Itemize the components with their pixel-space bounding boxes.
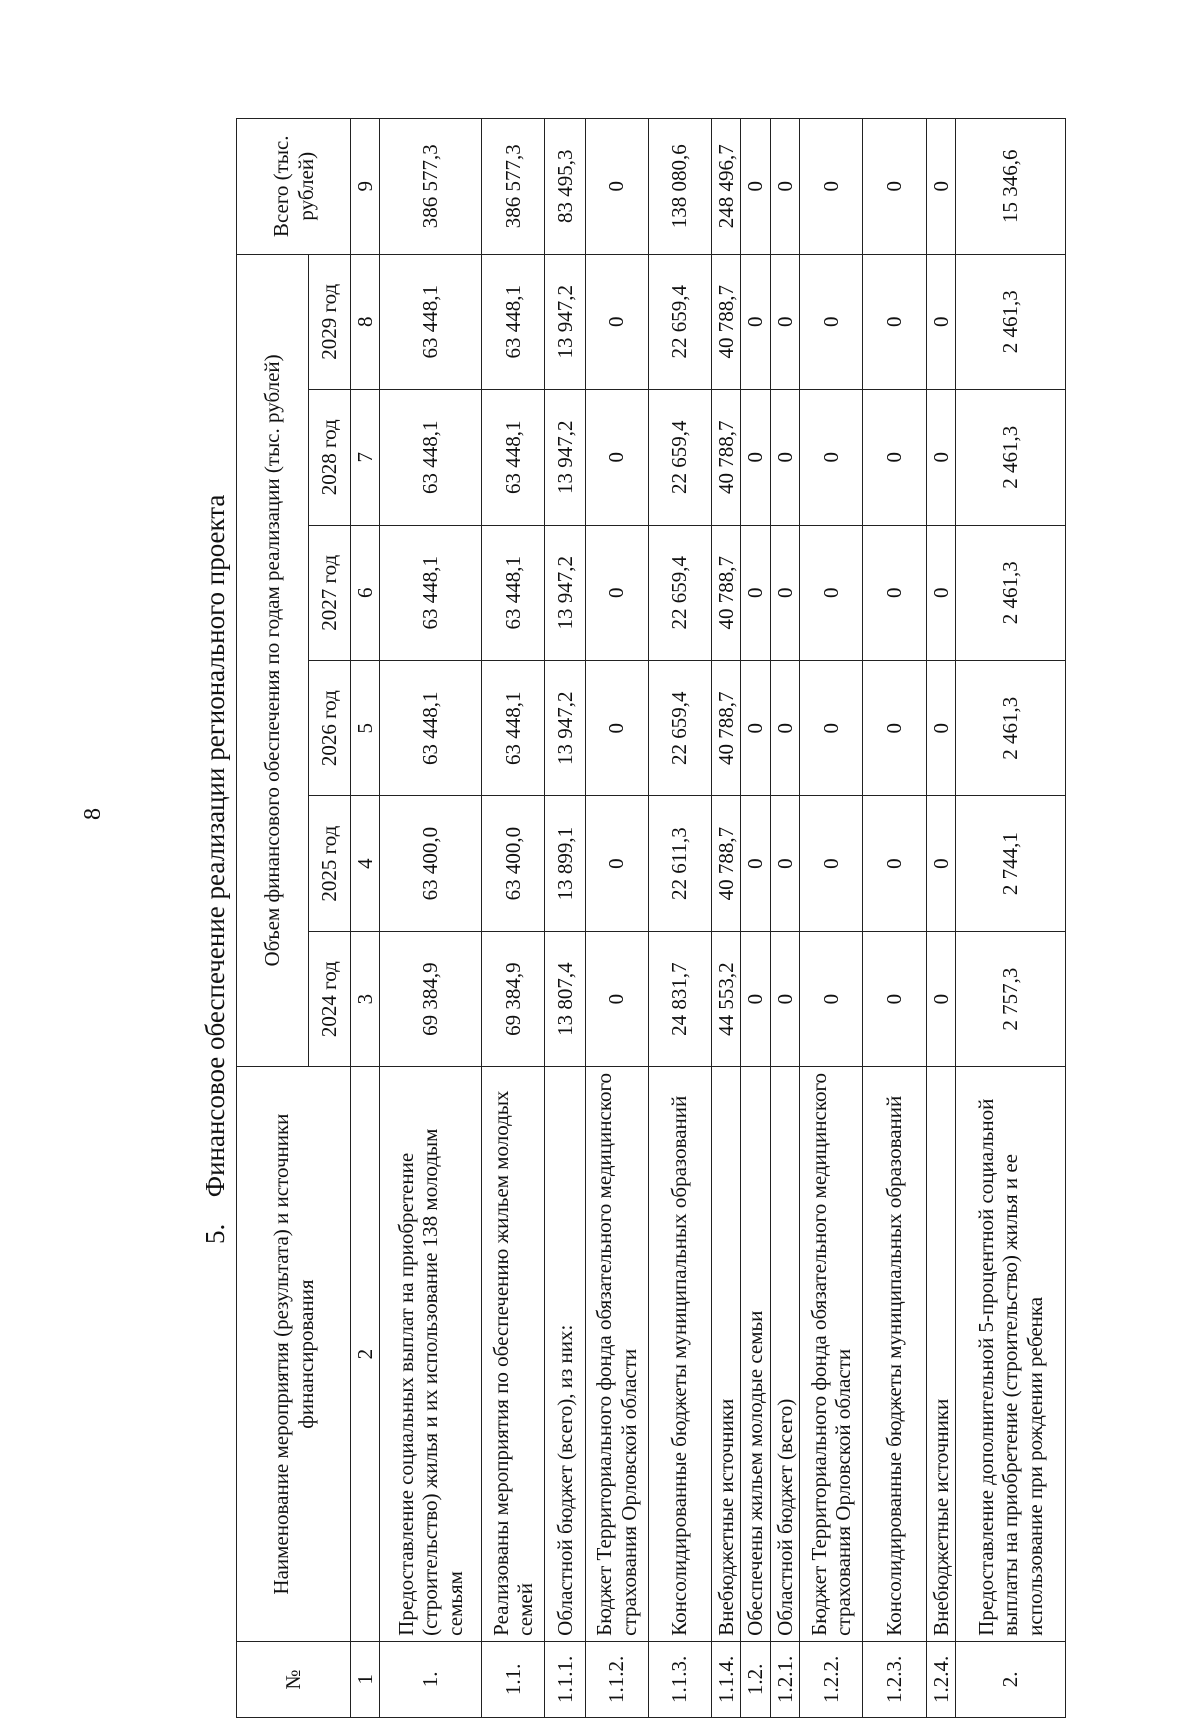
row-value: 0: [585, 254, 648, 390]
row-value: 2 461,3: [956, 390, 1066, 525]
row-value: 40 788,7: [711, 660, 741, 795]
row-value: 22 611,3: [648, 796, 711, 931]
row-value: 0: [926, 796, 956, 931]
table-row: [481, 119, 544, 1718]
row-value: 0: [585, 931, 648, 1066]
row-total: 0: [585, 119, 648, 255]
row-total: 0: [800, 119, 863, 255]
row-value: 22 659,4: [648, 525, 711, 660]
row-number: 1.2.3.: [863, 1641, 926, 1717]
table-row: [770, 119, 800, 1718]
table-row: [544, 119, 585, 1718]
row-name: Бюджет Территориального фонда обязательного медицинского страхования Орловской области: [800, 1067, 863, 1641]
row-name: Консолидированные бюджеты муниципальных образований: [648, 1067, 711, 1641]
row-total: 386 577,3: [380, 119, 482, 255]
table-row: [585, 119, 648, 1718]
row-value: 0: [926, 660, 956, 795]
row-total: 0: [926, 119, 956, 255]
column-number: 2: [351, 1067, 380, 1641]
row-number: 1.1.2.: [585, 1641, 648, 1717]
row-value: 63 448,1: [481, 390, 544, 525]
row-value: 0: [800, 254, 863, 390]
header-year: 2028 год: [309, 390, 351, 525]
column-number: 3: [351, 931, 380, 1066]
row-value: 2 461,3: [956, 660, 1066, 795]
section-number: 5.: [200, 1223, 230, 1244]
row-value: 0: [585, 796, 648, 931]
row-value: 0: [863, 525, 926, 660]
header-volume: Объем финансового обеспечения по годам реализации (тыс. рублей): [237, 254, 309, 1067]
header-year: 2025 год: [309, 796, 351, 931]
row-number: 1.2.: [741, 1641, 771, 1717]
row-value: 0: [741, 254, 771, 390]
row-value: 63 448,1: [481, 525, 544, 660]
row-value: 0: [926, 254, 956, 390]
row-number: 1.1.: [481, 1641, 544, 1717]
row-value: 63 448,1: [380, 390, 482, 525]
row-value: 0: [800, 931, 863, 1066]
row-name: Консолидированные бюджеты муниципальных образований: [863, 1067, 926, 1641]
row-value: 40 788,7: [711, 390, 741, 525]
table-row: [711, 119, 741, 1718]
row-value: 63 448,1: [481, 254, 544, 390]
financing-table: [236, 118, 1066, 1718]
header-name: Наименование мероприятия (результата) и источники финансирования: [237, 1067, 351, 1641]
row-value: 63 448,1: [380, 525, 482, 660]
column-number: 8: [351, 254, 380, 390]
table-row: [956, 119, 1066, 1718]
table-row: [800, 119, 863, 1718]
row-name: Реализованы мероприятия по обеспечению жильем молодых семей: [481, 1067, 544, 1641]
row-value: 69 384,9: [481, 931, 544, 1066]
row-value: 0: [741, 931, 771, 1066]
row-value: 0: [863, 660, 926, 795]
row-value: 0: [741, 660, 771, 795]
table-row: [741, 119, 771, 1718]
header-year: 2024 год: [309, 931, 351, 1066]
header-year: 2027 год: [309, 525, 351, 660]
row-value: 13 807,4: [544, 931, 585, 1066]
row-value: 13 947,2: [544, 525, 585, 660]
row-number: 1.1.4.: [711, 1641, 741, 1717]
row-total: 0: [741, 119, 771, 255]
row-total: 386 577,3: [481, 119, 544, 255]
row-total: 248 496,7: [711, 119, 741, 255]
row-name: Областной бюджет (всего): [770, 1067, 800, 1641]
section-heading: [200, 244, 231, 1244]
row-value: 13 947,2: [544, 390, 585, 525]
row-value: 13 947,2: [544, 254, 585, 390]
row-value: 0: [770, 931, 800, 1066]
column-number: 7: [351, 390, 380, 525]
row-name: Областной бюджет (всего), из них:: [544, 1067, 585, 1641]
row-value: 0: [863, 931, 926, 1066]
row-value: 0: [741, 796, 771, 931]
column-number: 9: [351, 119, 380, 255]
row-total: 0: [863, 119, 926, 255]
row-value: 0: [863, 390, 926, 525]
row-number: 1.2.4.: [926, 1641, 956, 1717]
row-value: 40 788,7: [711, 796, 741, 931]
row-value: 63 448,1: [481, 660, 544, 795]
row-value: 0: [926, 390, 956, 525]
section-title: Финансовое обеспечение реализации регионального проекта: [200, 494, 230, 1198]
row-value: 0: [800, 390, 863, 525]
row-total: 138 080,6: [648, 119, 711, 255]
financing-table-container: [236, 118, 1066, 1718]
row-value: 0: [741, 525, 771, 660]
row-value: 13 899,1: [544, 796, 585, 931]
row-value: 0: [863, 254, 926, 390]
header-year: 2026 год: [309, 660, 351, 795]
row-name: Внебюджетные источники: [711, 1067, 741, 1641]
column-number: 1: [351, 1641, 380, 1717]
table-body: [380, 119, 1066, 1718]
row-value: 0: [585, 390, 648, 525]
row-name: Внебюджетные источники: [926, 1067, 956, 1641]
row-value: 0: [741, 390, 771, 525]
row-value: 13 947,2: [544, 660, 585, 795]
row-value: 0: [585, 525, 648, 660]
header-total: Всего (тыс. рублей): [237, 119, 351, 255]
row-value: 63 448,1: [380, 254, 482, 390]
row-value: 0: [770, 796, 800, 931]
table-row: [863, 119, 926, 1718]
row-total: 15 346,6: [956, 119, 1066, 255]
column-number: 5: [351, 660, 380, 795]
row-value: 2 461,3: [956, 254, 1066, 390]
row-value: 0: [926, 931, 956, 1066]
row-value: 22 659,4: [648, 390, 711, 525]
row-value: 0: [585, 660, 648, 795]
row-number: 1.: [380, 1641, 482, 1717]
column-number: 4: [351, 796, 380, 931]
row-value: 22 659,4: [648, 254, 711, 390]
header-num: №: [237, 1641, 351, 1717]
row-value: 2 744,1: [956, 796, 1066, 931]
row-value: 0: [770, 390, 800, 525]
row-value: 63 448,1: [380, 660, 482, 795]
row-value: 0: [770, 660, 800, 795]
row-value: 0: [770, 254, 800, 390]
row-value: 44 553,2: [711, 931, 741, 1066]
row-name: Предоставление социальных выплат на приобретение (строительство) жилья и их использование 138 молодым семьям: [380, 1067, 482, 1641]
row-value: 0: [800, 525, 863, 660]
table-row: [648, 119, 711, 1718]
row-name: Обеспечены жильем молодые семьи: [741, 1067, 771, 1641]
row-number: 1.1.1.: [544, 1641, 585, 1717]
column-number: 6: [351, 525, 380, 660]
row-value: 63 400,0: [380, 796, 482, 931]
column-number-row: [351, 119, 380, 1718]
row-value: 0: [863, 796, 926, 931]
row-value: 0: [800, 796, 863, 931]
row-value: 2 461,3: [956, 525, 1066, 660]
row-value: 63 400,0: [481, 796, 544, 931]
row-value: 24 831,7: [648, 931, 711, 1066]
row-total: 0: [770, 119, 800, 255]
row-name: Предоставление дополнительной 5-процентной социальной выплаты на приобретение (строительство) жилья и ее использование при рождении ребенка: [956, 1067, 1066, 1641]
row-value: 40 788,7: [711, 525, 741, 660]
header-year: 2029 год: [309, 254, 351, 390]
row-number: 2.: [956, 1641, 1066, 1717]
row-number: 1.1.3.: [648, 1641, 711, 1717]
row-value: 0: [926, 525, 956, 660]
row-value: 22 659,4: [648, 660, 711, 795]
row-value: 69 384,9: [380, 931, 482, 1066]
row-total: 83 495,3: [544, 119, 585, 255]
row-number: 1.2.1.: [770, 1641, 800, 1717]
row-value: 0: [800, 660, 863, 795]
page-number: 8: [80, 808, 106, 820]
row-name: Бюджет Территориального фонда обязательного медицинского страхования Орловской области: [585, 1067, 648, 1641]
table-row: [926, 119, 956, 1718]
table-row: [380, 119, 482, 1718]
row-number: 1.2.2.: [800, 1641, 863, 1717]
row-value: 40 788,7: [711, 254, 741, 390]
row-value: 2 757,3: [956, 931, 1066, 1066]
row-value: 0: [770, 525, 800, 660]
